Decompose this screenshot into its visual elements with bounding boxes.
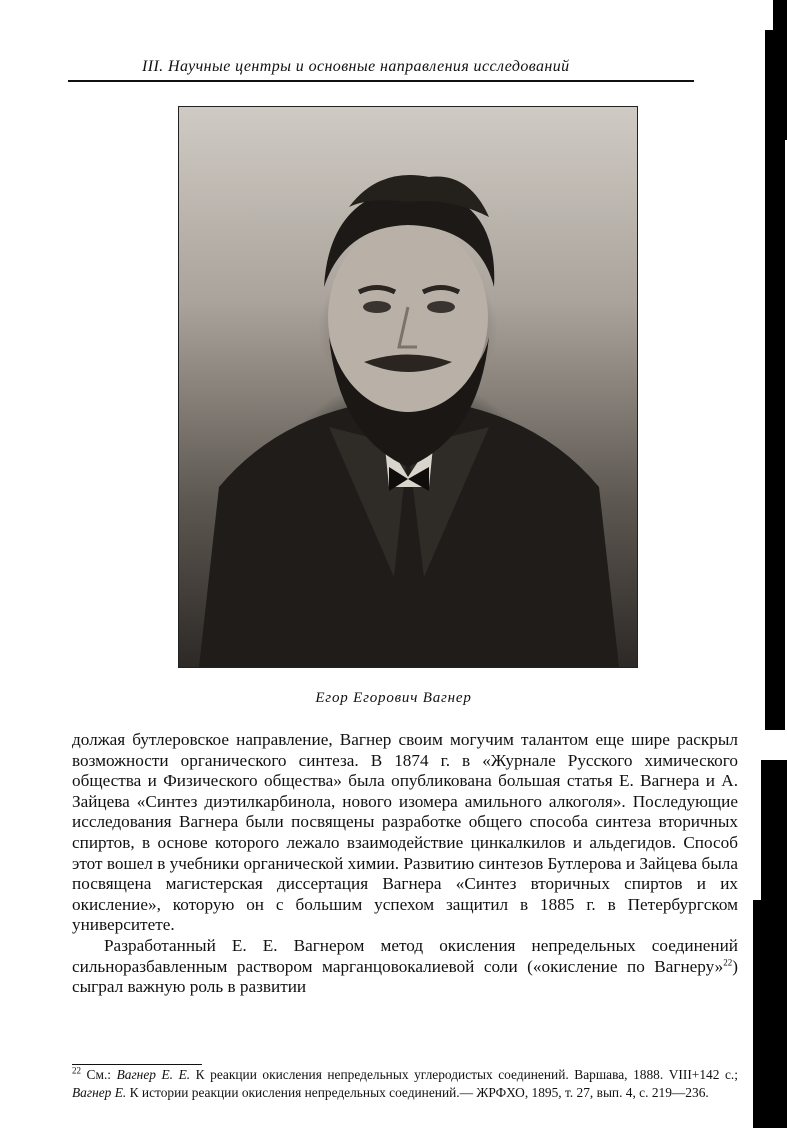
footnote-number: 22 [72,1065,81,1076]
scan-edge-shadow [765,30,785,730]
paragraph-2-continuation: ) сыграл важную роль в развитии [72,956,738,997]
portrait-illustration [179,107,637,667]
body-text [72,730,738,998]
header-rule [68,80,694,82]
footnote [72,1066,738,1101]
footnote-reference: 22 [723,956,733,967]
footnote-work-2: К истории реакции окисления непредельных соединений.— ЖРФХО, 1895, т. 27, вып. 4, с. 219—236. [129,1084,709,1100]
footnote-work-1: К реакции окисления непредельных углеродистых соединений. Варшава, 1888. VIII+142 с.; [195,1067,738,1082]
portrait-photo [178,106,638,668]
footnote-see: См.: [86,1067,112,1082]
footnote-author-2: Вагнер Е. [72,1084,127,1100]
footnote-rule [72,1064,202,1065]
figure-caption: Егор Егорович Вагнер [315,690,472,706]
scan-edge-shadow [753,900,787,1128]
paragraph-2-text: Разработанный Е. Е. Вагнером метод окисления непредельных соединений сильноразбавленным раствором марганцовокалиевой соли («окисление по Вагнеру» [72,935,738,976]
paragraph-2 [72,936,738,998]
footnote-author-1: Вагнер Е. Е. [116,1067,191,1082]
running-head: III. Научные центры и основные направления исследований [142,58,570,75]
paragraph-1: должая бутлеровское направление, Вагнер своим могучим талантом еще шире раскрыл возможности органического синтеза. В 1874 г. в «Журнале Русского химического общества и Физического общества» была опубликована большая статья Е. Вагнера и А. Зайцева «Синтез диэтилкарбинола, нового изомера амильного алкоголя». Последующие исследования Вагнера были посвящены разработке общего способа синтеза вторичных спиртов, в основе которого лежало взаимодействие цинкалкилов и альдегидов. Способ этот вошел в учебники органической химии. Развитию синтезов Бутлерова и Зайцева была посвящена магистерская диссертация Вагнера «Синтез вторичных спиртов и их окисление», которую он с большим успехом защитил в 1885 г. в Петербургском университете. [72,730,738,935]
